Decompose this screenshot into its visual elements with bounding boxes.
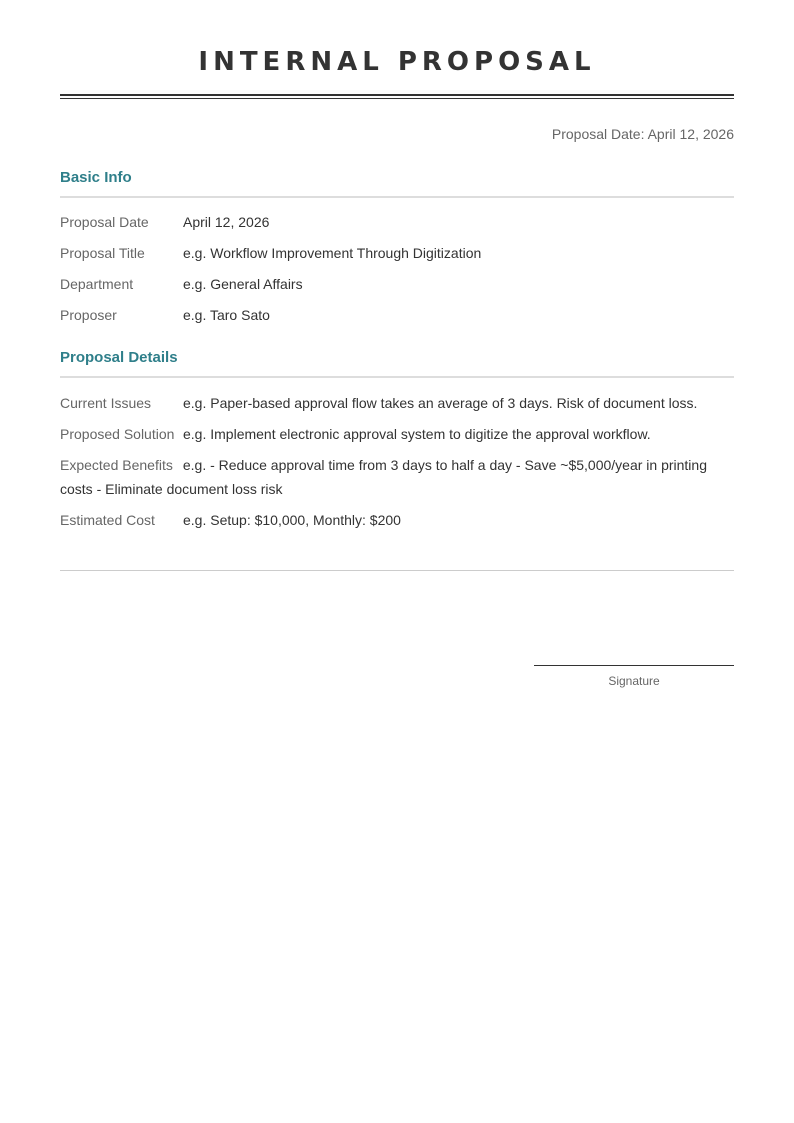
proposal-date-line: Proposal Date: April 12, 2026 — [551, 126, 734, 142]
field-label: Estimated Cost — [60, 512, 155, 528]
field-department — [60, 272, 734, 296]
signature-line — [534, 665, 734, 666]
field-label: Proposal Title — [60, 245, 145, 261]
field-value: April 12, 2026 — [183, 214, 270, 230]
field-label: Current Issues — [60, 395, 152, 411]
section-heading-proposal-details: Proposal Details — [60, 348, 734, 378]
field-value: e.g. Workflow Improvement Through Digitization — [183, 245, 482, 261]
field-label: Expected Benefits — [60, 457, 173, 473]
field-value: e.g. Taro Sato — [183, 307, 270, 323]
basic-info-section — [60, 168, 734, 327]
field-proposal-title — [60, 241, 734, 265]
field-value: e.g. Paper-based approval flow takes an average of 3 days. Risk of document loss. — [183, 395, 698, 411]
section-heading-basic-info: Basic Info — [60, 168, 734, 198]
field-current-issues — [60, 391, 734, 415]
field-value: e.g. General Affairs — [183, 276, 303, 292]
field-value: e.g. Setup: $10,000, Monthly: $200 — [183, 512, 401, 528]
title-double-rule — [60, 94, 734, 99]
field-proposal-date — [60, 210, 734, 234]
footer-divider — [60, 570, 734, 571]
document-title: INTERNAL PROPOSAL — [198, 47, 596, 77]
field-label: Department — [60, 276, 134, 292]
field-value: e.g. - Reduce approval time from 3 days to half a day - Save ~$5,000/year in printing costs - Eliminate document loss risk — [60, 457, 707, 497]
field-proposed-solution — [60, 422, 734, 446]
field-label: Proposed Solution — [60, 426, 175, 442]
signature-block — [534, 665, 734, 689]
field-proposer — [60, 303, 734, 327]
field-value: e.g. Implement electronic approval system to digitize the approval workflow. — [183, 426, 651, 442]
field-estimated-cost — [60, 508, 734, 532]
field-expected-benefits — [60, 453, 734, 501]
signature-label: Signature — [608, 674, 660, 688]
field-label: Proposer — [60, 307, 117, 323]
field-label: Proposal Date — [60, 214, 149, 230]
proposal-details-section — [60, 348, 734, 532]
